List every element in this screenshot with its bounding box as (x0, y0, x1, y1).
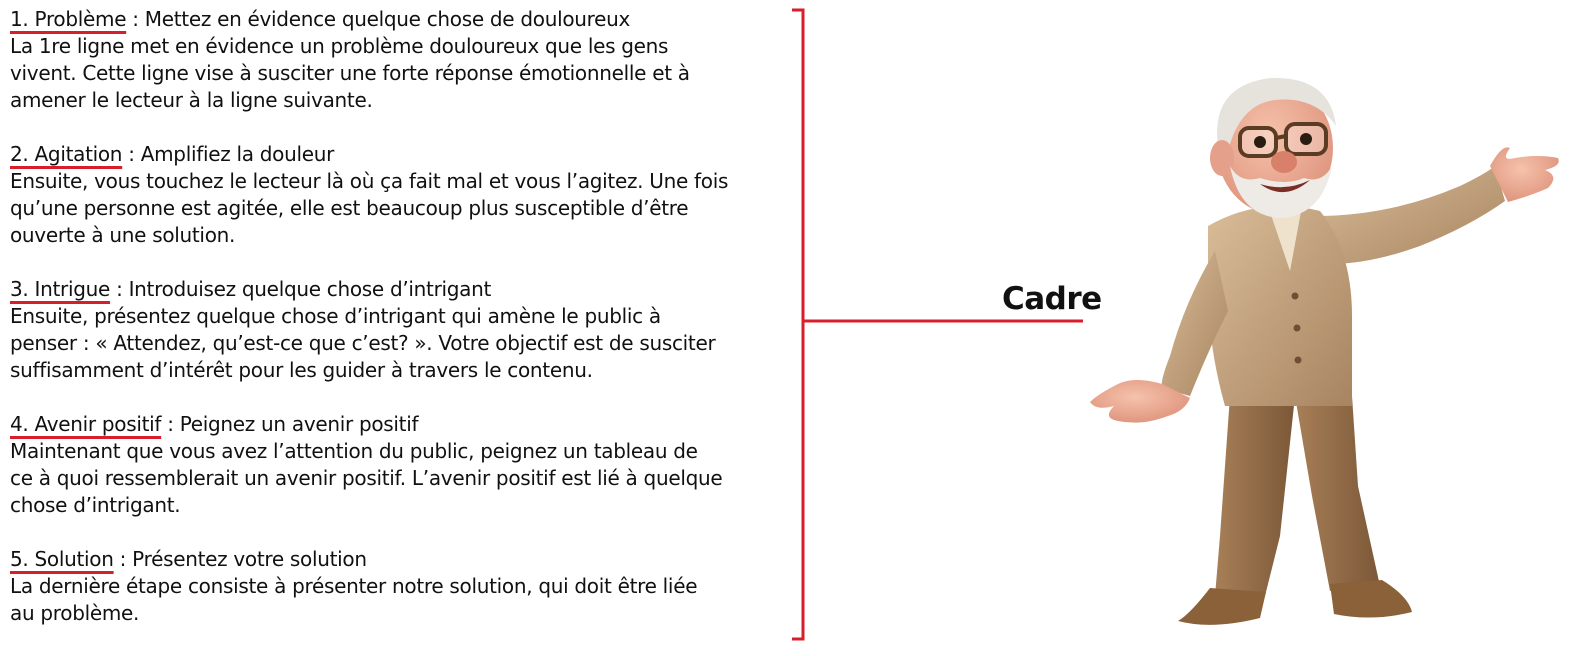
nose (1271, 151, 1297, 173)
step-description-line: vivent. Cette ligne vise à susciter une forte réponse émotionnelle et à (10, 61, 690, 85)
button-icon (1294, 325, 1301, 332)
step-subtitle: : Introduisez quelque chose d’intrigant (110, 277, 492, 301)
button-icon (1295, 357, 1302, 364)
step-description-line: penser : « Attendez, qu’est-ce que c’est? ». Votre objectif est de susciter (10, 331, 716, 355)
button-icon (1292, 293, 1299, 300)
step-title: 3. Intrigue (10, 277, 111, 301)
step-description-line: au problème. (10, 601, 140, 625)
step-title: 1. Problème (10, 7, 127, 31)
left-shoe (1178, 588, 1266, 625)
glasses-bridge (1276, 136, 1286, 138)
step-title: 2. Agitation (10, 142, 123, 166)
eye (1300, 133, 1312, 145)
frame-label: Cadre (1002, 281, 1102, 317)
elderly-man-illustration (1090, 66, 1570, 636)
ear (1210, 140, 1234, 176)
step-subtitle: : Présentez votre solution (113, 547, 367, 571)
step-description-line: qu’une personne est agitée, elle est beaucoup plus susceptible d’être (10, 196, 689, 220)
left-leg (1215, 396, 1295, 596)
step-description-line: Ensuite, vous touchez le lecteur là où ça fait mal et vous l’agitez. Une fois (10, 169, 729, 193)
step-description-line: La 1re ligne met en évidence un problème douloureux que les gens (10, 34, 669, 58)
step-description-line: chose d’intrigant. (10, 493, 181, 517)
step-description-line: La dernière étape consiste à présenter notre solution, qui doit être liée (10, 574, 698, 598)
step-subtitle: : Amplifiez la douleur (122, 142, 335, 166)
step-description-line: ce à quoi ressemblerait un avenir positif. L’avenir positif est lié à quelque (10, 466, 723, 490)
right-leg (1295, 396, 1380, 591)
eye (1254, 136, 1266, 148)
step-title: 5. Solution (10, 547, 114, 571)
step-title: 4. Avenir positif (10, 412, 162, 436)
step-subtitle: : Mettez en évidence quelque chose de douloureux (126, 7, 631, 31)
step-subtitle: : Peignez un avenir positif (161, 412, 419, 436)
step-description-line: suffisamment d’intérêt pour les guider à travers le contenu. (10, 358, 593, 382)
raised-arm (1315, 166, 1505, 264)
bracket-line (792, 10, 803, 639)
step-description-line: Maintenant que vous avez l’attention du public, peignez un tableau de (10, 439, 698, 463)
step-description-line: amener le lecteur à la ligne suivante. (10, 88, 373, 112)
step-description-line: Ensuite, présentez quelque chose d’intrigant qui amène le public à (10, 304, 661, 328)
right-shoe (1330, 580, 1412, 618)
step-description-line: ouverte à une solution. (10, 223, 236, 247)
